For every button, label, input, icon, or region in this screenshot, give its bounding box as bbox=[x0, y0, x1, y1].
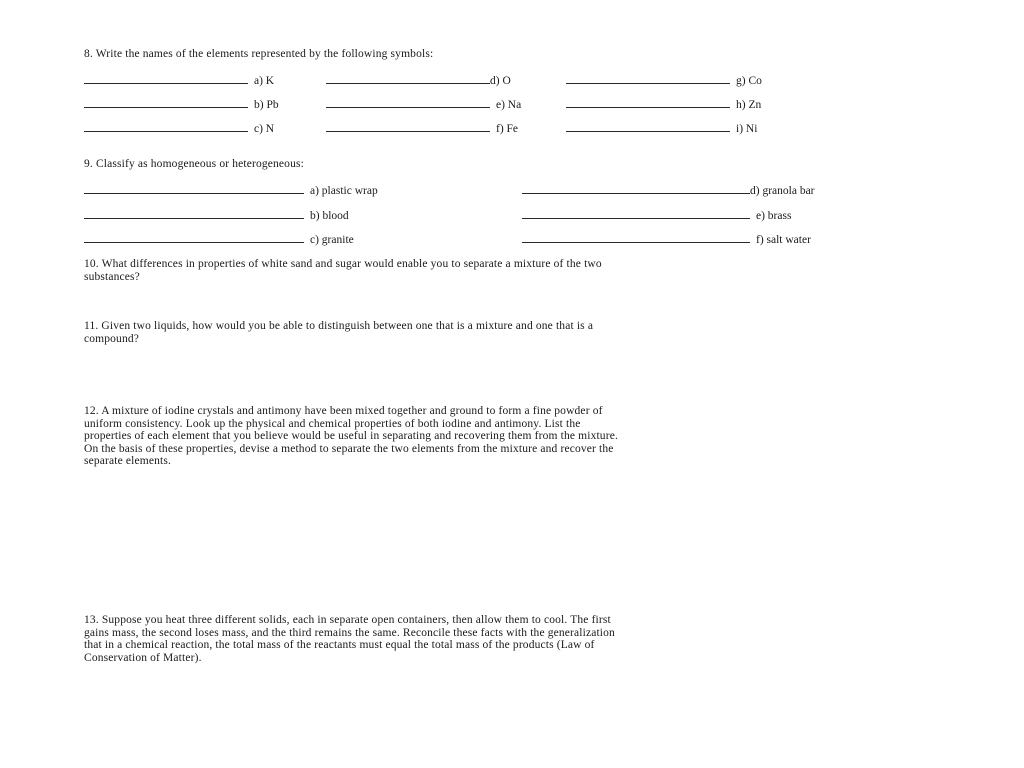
q8-row-1 bbox=[84, 73, 944, 87]
answer-blank[interactable] bbox=[326, 97, 490, 108]
question-11-line: compound? bbox=[84, 332, 140, 345]
question-10 bbox=[84, 258, 916, 283]
q9-item-f[interactable]: f) salt water bbox=[522, 232, 811, 246]
question-13-line: gains mass, the second loses mass, and the third remains the same. Reconcile these facts with the generalization bbox=[84, 626, 615, 639]
answer-blank[interactable] bbox=[326, 121, 490, 132]
question-11-answer-area[interactable] bbox=[84, 348, 916, 403]
question-12-line: On the basis of these properties, devise a method to separate the two elements from the mixture and recover the bbox=[84, 442, 614, 455]
question-9-prompt: 9. Classify as homogeneous or heterogeneous: bbox=[84, 158, 304, 170]
q8-item-c[interactable]: c) N bbox=[84, 121, 274, 135]
question-13 bbox=[84, 614, 916, 664]
q8-item-a[interactable]: a) K bbox=[84, 73, 274, 87]
q8-item-h[interactable]: h) Zn bbox=[566, 97, 761, 111]
q8-item-g[interactable]: g) Co bbox=[566, 73, 762, 87]
q8-item-b[interactable]: b) Pb bbox=[84, 97, 279, 111]
question-12 bbox=[84, 405, 916, 468]
question-12-answer-area[interactable] bbox=[84, 472, 916, 610]
question-12-line: uniform consistency. Look up the physical and chemical properties of both iodine and antimony. List the bbox=[84, 417, 581, 430]
question-11-line: 11. Given two liquids, how would you be able to distinguish between one that is a mixture and one that is a bbox=[84, 320, 594, 332]
answer-blank[interactable] bbox=[566, 97, 730, 108]
answer-blank[interactable] bbox=[326, 73, 490, 84]
q8-item-e[interactable]: e) Na bbox=[326, 97, 521, 111]
question-11 bbox=[84, 320, 916, 345]
answer-blank[interactable] bbox=[84, 73, 248, 84]
answer-blank[interactable] bbox=[84, 208, 304, 219]
question-10-line: substances? bbox=[84, 270, 140, 283]
question-8-prompt: 8. Write the names of the elements represented by the following symbols: bbox=[84, 48, 434, 60]
answer-blank[interactable] bbox=[566, 73, 730, 84]
question-10-answer-area[interactable] bbox=[84, 286, 916, 316]
q9-item-d[interactable]: d) granola bar bbox=[522, 183, 815, 197]
answer-blank[interactable] bbox=[566, 121, 730, 132]
q9-item-e[interactable]: e) brass bbox=[522, 208, 791, 222]
q9-row-1 bbox=[84, 183, 944, 197]
q9-item-c[interactable]: c) granite bbox=[84, 232, 354, 246]
q8-item-i[interactable]: i) Ni bbox=[566, 121, 757, 135]
q8-item-d[interactable]: d) O bbox=[326, 73, 511, 87]
answer-blank[interactable] bbox=[84, 183, 304, 194]
question-13-line: that in a chemical reaction, the total mass of the reactants must equal the total mass of the products (Law of bbox=[84, 639, 595, 652]
answer-blank[interactable] bbox=[84, 97, 248, 108]
question-13-line: Conservation of Matter). bbox=[84, 651, 202, 664]
question-12-line: 12. A mixture of iodine crystals and antimony have been mixed together and ground to form a fine powder of bbox=[84, 405, 603, 417]
q8-item-f[interactable]: f) Fe bbox=[326, 121, 518, 135]
q9-row-3 bbox=[84, 232, 944, 246]
q9-item-a[interactable]: a) plastic wrap bbox=[84, 183, 378, 197]
answer-blank[interactable] bbox=[522, 183, 750, 194]
answer-blank[interactable] bbox=[522, 208, 750, 219]
answer-blank[interactable] bbox=[84, 232, 304, 243]
question-12-line: separate elements. bbox=[84, 455, 171, 468]
question-13-line: 13. Suppose you heat three different solids, each in separate open containers, then allow them to cool. The first bbox=[84, 614, 611, 626]
q9-row-2 bbox=[84, 208, 944, 222]
q8-row-2 bbox=[84, 97, 944, 111]
question-13-answer-area[interactable] bbox=[84, 668, 916, 758]
q9-item-b[interactable]: b) blood bbox=[84, 208, 349, 222]
question-12-line: properties of each element that you believe would be useful in separating and recovering them from the mixture. bbox=[84, 430, 618, 443]
question-10-line: 10. What differences in properties of white sand and sugar would enable you to separate a mixture of the two bbox=[84, 258, 602, 270]
q8-row-3 bbox=[84, 121, 944, 135]
answer-blank[interactable] bbox=[522, 232, 750, 243]
answer-blank[interactable] bbox=[84, 121, 248, 132]
